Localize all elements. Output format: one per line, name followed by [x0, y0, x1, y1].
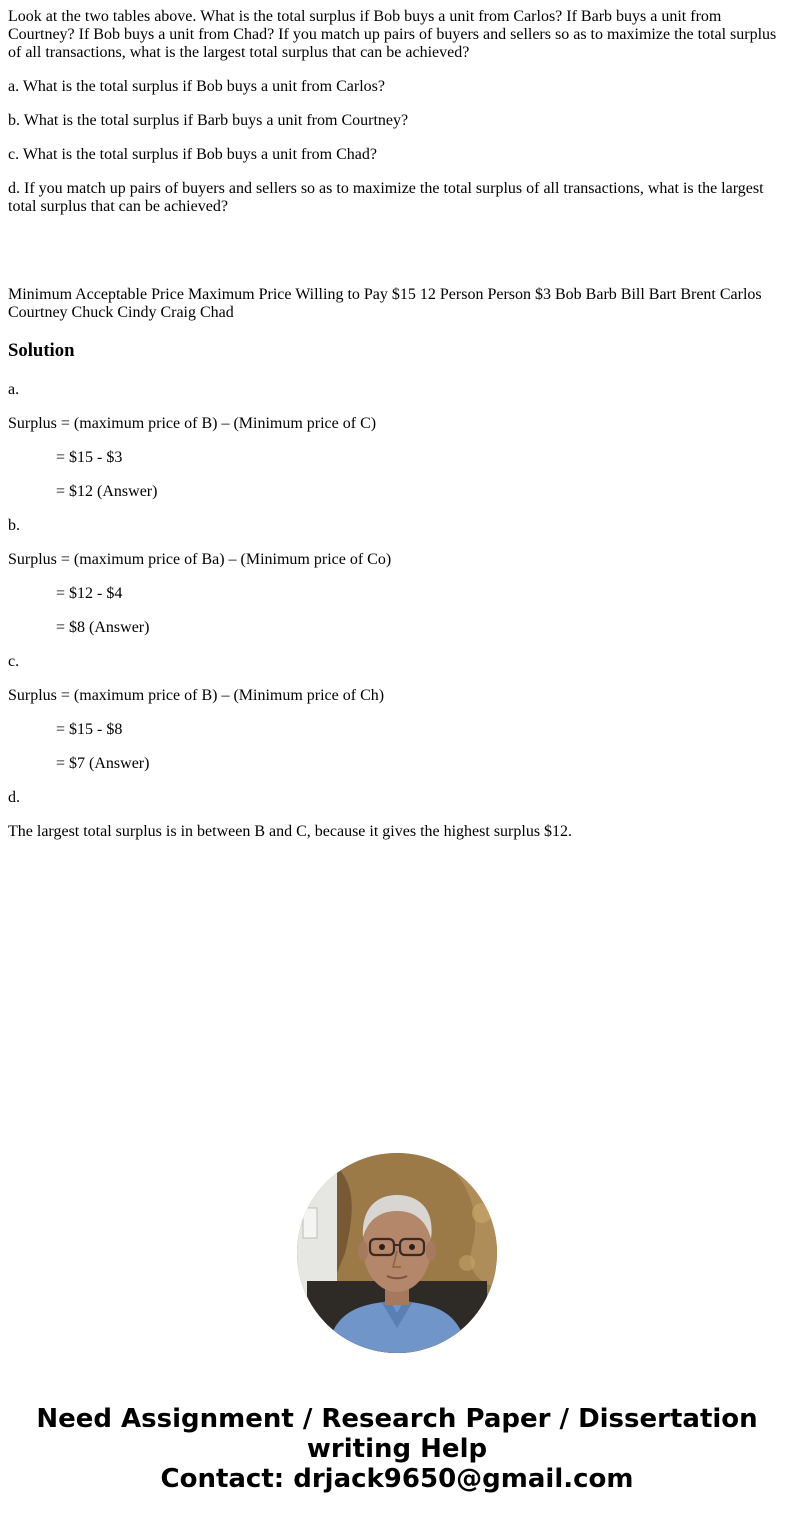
solution-d-answer: The largest total surplus is in between B and C, because it gives the highest surplus $12. — [8, 823, 573, 840]
solution-b-formula: Surplus = (maximum price of Ba) – (Minimum price of Co) — [8, 551, 392, 568]
solution-a-label: a. — [8, 381, 20, 398]
document-content — [8, 8, 786, 857]
blank-space — [8, 232, 786, 286]
solution-c-step1: = $15 - $8 — [56, 721, 123, 738]
question-part-b: b. What is the total surplus if Barb buys a unit from Courtney? — [8, 112, 409, 129]
solution-c-formula: Surplus = (maximum price of B) – (Minimum price of Ch) — [8, 687, 385, 704]
solution-d-label: d. — [8, 789, 20, 806]
solution-a-step1: = $15 - $3 — [56, 449, 123, 466]
solution-heading: Solution — [8, 340, 75, 361]
solution-a-step2: = $12 (Answer) — [56, 483, 158, 500]
promo-line-2: writing Help — [306, 1434, 488, 1464]
question-part-a: a. What is the total surplus if Bob buys a unit from Carlos? — [8, 78, 385, 95]
solution-a-formula: Surplus = (maximum price of B) – (Minimum price of C) — [8, 415, 377, 432]
table-text: Minimum Acceptable Price Maximum Price Willing to Pay $15 12 Person Person $3 Bob Barb Bill Bart Brent Carlos Courtney Chuck Cindy Craig Chad — [8, 286, 762, 321]
solution-b-step2: = $8 (Answer) — [56, 619, 150, 636]
promo-line-1: Need Assignment / Research Paper / Dissertation — [36, 1404, 758, 1434]
question-intro: Look at the two tables above. What is the total surplus if Bob buys a unit from Carlos? If Barb buys a unit from Courtney? If Bob buys a unit from Chad? If you match up pairs of buyers and sellers so as to maximize the total surplus of all transactions, what is the largest total surplus that can be achieved? — [8, 8, 777, 61]
solution-b-label: b. — [8, 517, 20, 534]
solution-c-step2: = $7 (Answer) — [56, 755, 150, 772]
solution-b-step1: = $12 - $4 — [56, 585, 123, 602]
promo-contact: Contact: drjack9650@gmail.com — [160, 1464, 634, 1494]
question-part-d: d. If you match up pairs of buyers and sellers so as to maximize the total surplus of all transactions, what is the largest total surplus that can be achieved? — [8, 180, 764, 215]
question-part-c: c. What is the total surplus if Bob buys a unit from Chad? — [8, 146, 377, 163]
author-avatar — [297, 1153, 497, 1353]
person-portrait-icon — [297, 1153, 497, 1353]
solution-c-label: c. — [8, 653, 20, 670]
promo-banner — [0, 1404, 794, 1494]
